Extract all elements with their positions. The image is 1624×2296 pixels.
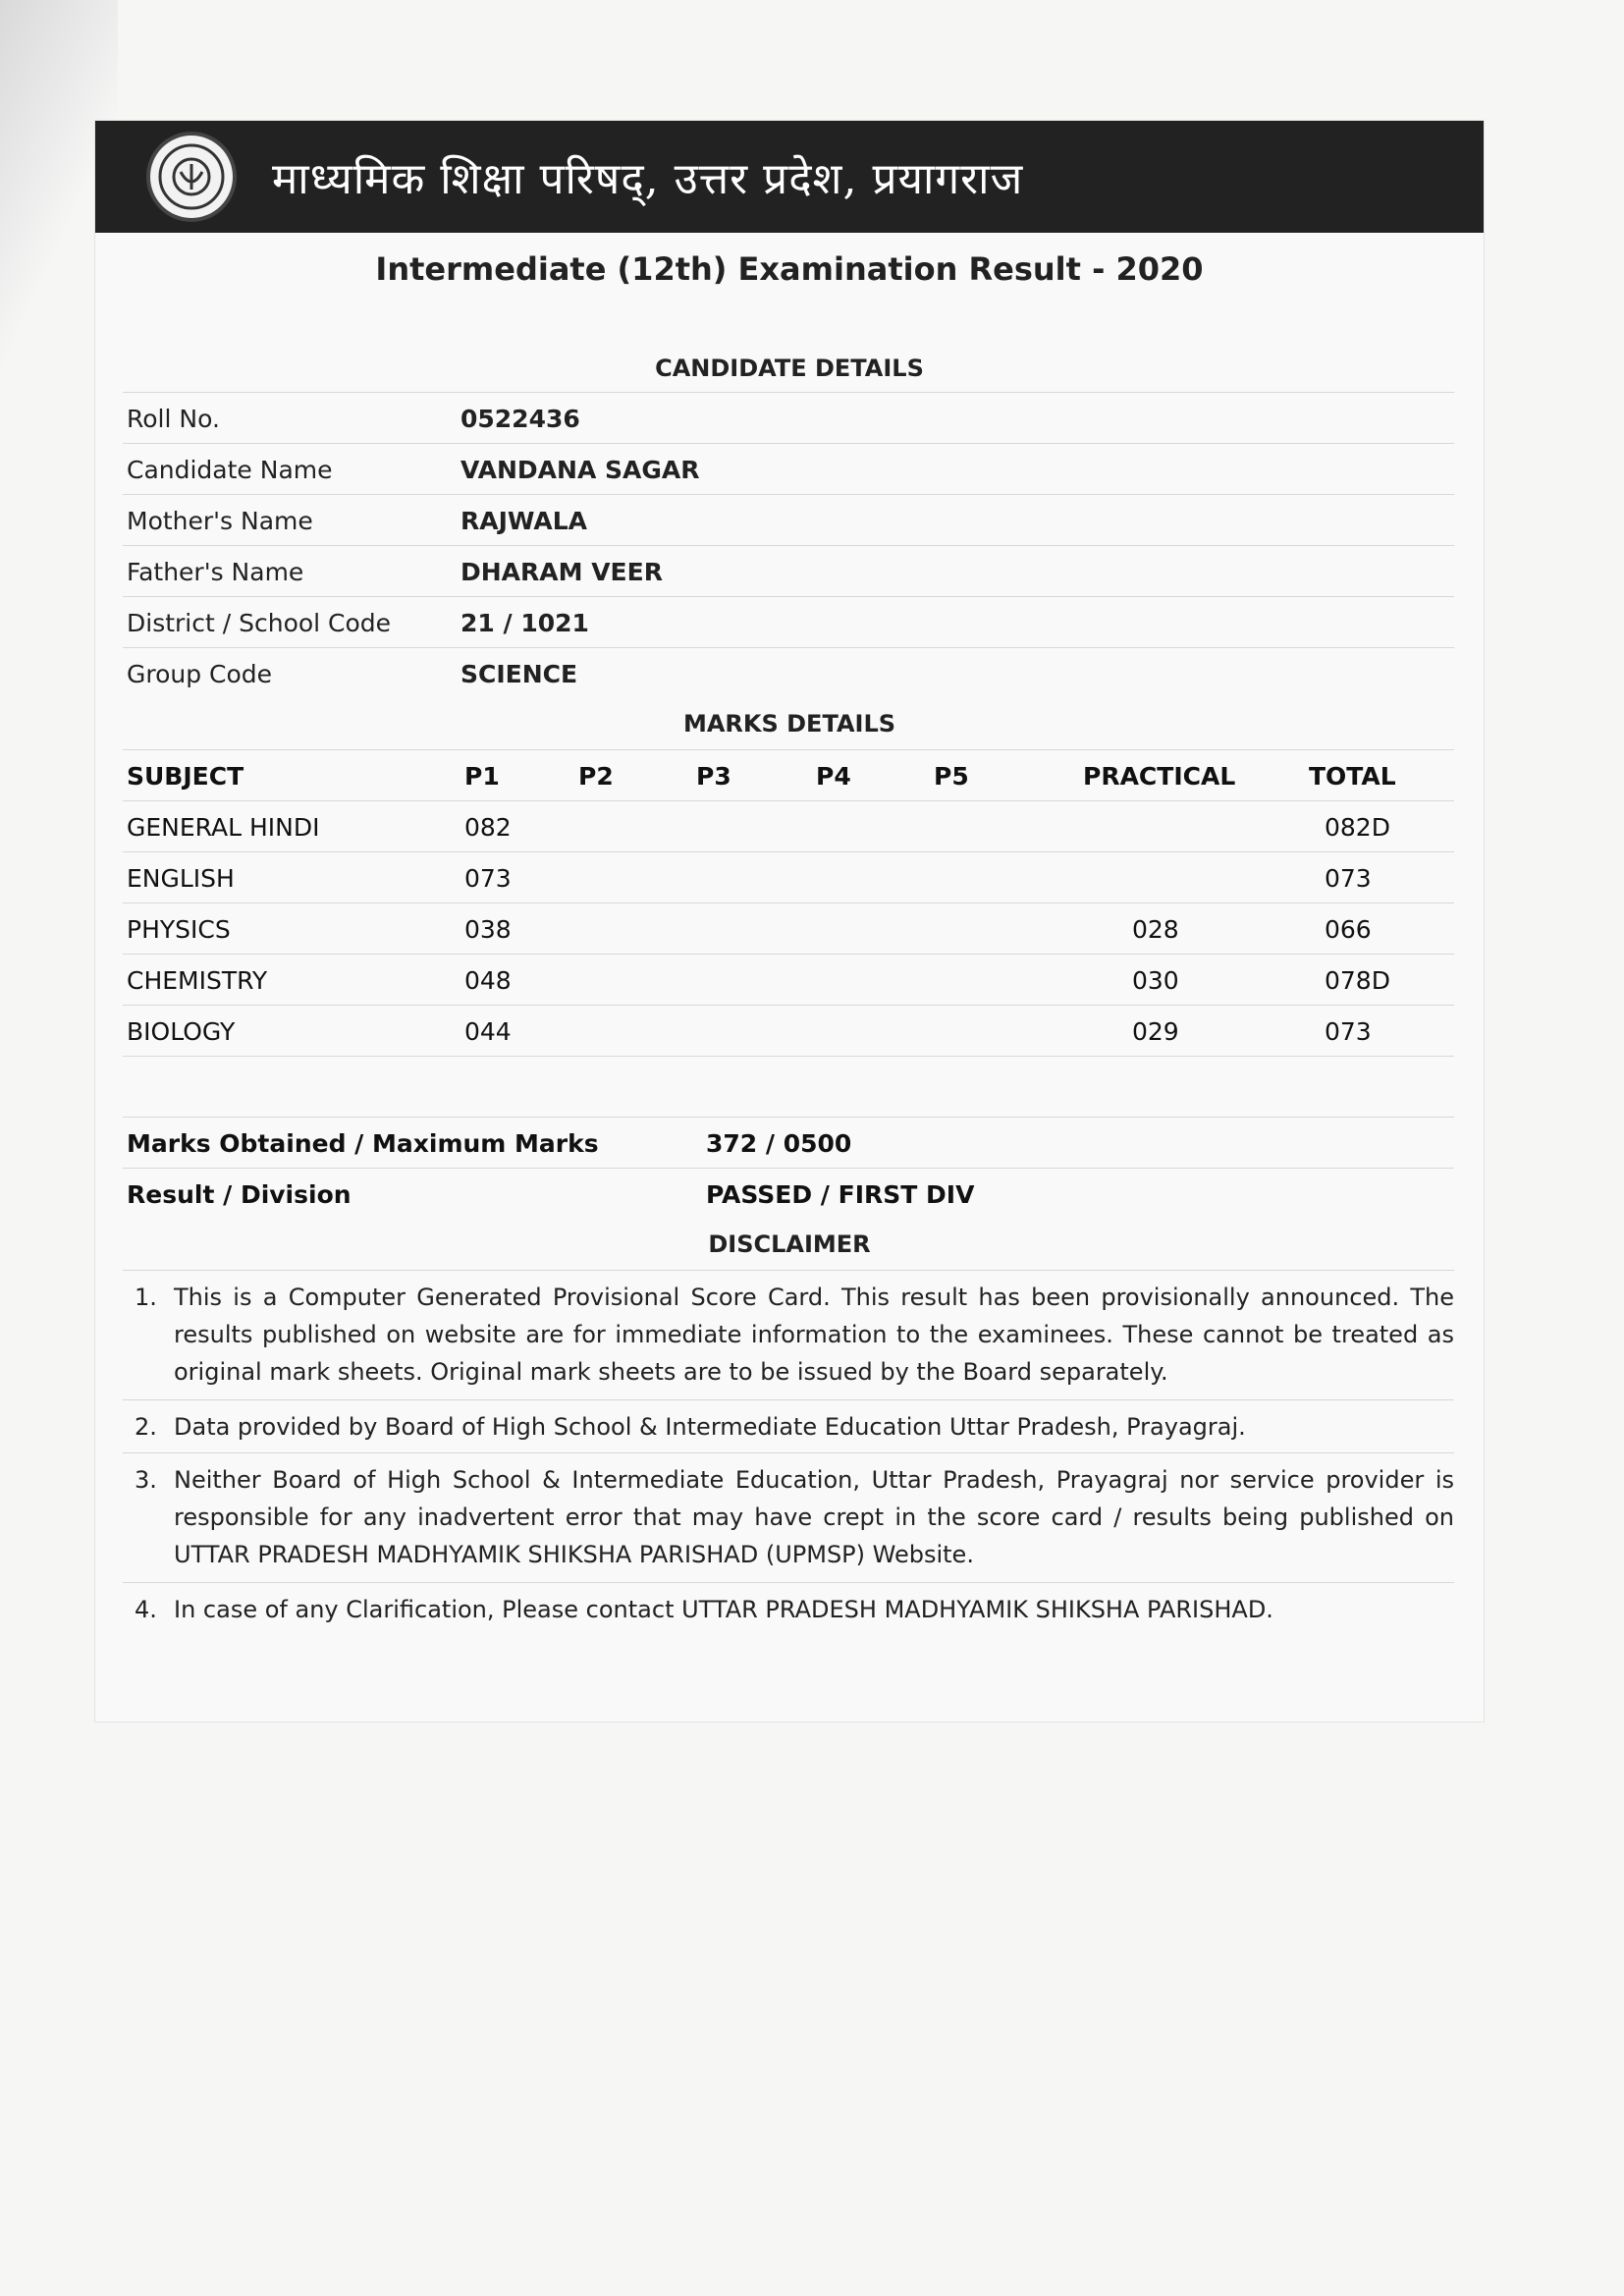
p1-cell: 082 <box>464 813 512 842</box>
disclaimer-text: Neither Board of High School & Intermediate Education, Uttar Pradesh, Prayagraj nor service provider is responsible for any inadvertent error that may have crept in the score card / results being published on UTTAR PRADESH MADHYAMIK SHIKSHA PARISHAD (UPMSP) Website. <box>174 1466 1454 1568</box>
detail-value: RAJWALA <box>460 507 587 535</box>
total-cell: 073 <box>1325 1017 1372 1046</box>
result-division-row <box>123 1168 1454 1220</box>
detail-value: 0522436 <box>460 405 580 433</box>
p1-cell: 048 <box>464 966 512 995</box>
detail-row-mother-name <box>123 494 1454 546</box>
disclaimer-item <box>123 1452 1454 1581</box>
disclaimer-number: 4. <box>135 1596 157 1623</box>
column-header: P2 <box>578 762 614 791</box>
total-cell: 078D <box>1325 966 1390 995</box>
detail-label: Roll No. <box>127 405 220 433</box>
disclaimer-item <box>123 1582 1454 1636</box>
table-row <box>123 954 1454 1006</box>
disclaimer-number: 3. <box>135 1466 157 1494</box>
marks-table-header <box>123 749 1454 801</box>
detail-row-roll <box>123 392 1454 444</box>
board-title: माध्यमिक शिक्षा परिषद्, उत्तर प्रदेश, प्रयागराज <box>272 154 1024 204</box>
column-header: P1 <box>464 762 500 791</box>
p1-cell: 044 <box>464 1017 512 1046</box>
detail-value: 21 / 1021 <box>460 609 589 637</box>
subject-cell: ENGLISH <box>127 864 235 893</box>
subject-cell: GENERAL HINDI <box>127 813 320 842</box>
disclaimer-number: 1. <box>135 1284 157 1311</box>
table-divider <box>123 1056 1454 1070</box>
candidate-details-heading: CANDIDATE DETAILS <box>655 355 924 382</box>
detail-label: Candidate Name <box>127 456 333 484</box>
total-cell: 073 <box>1325 864 1372 893</box>
disclaimer-item <box>123 1270 1454 1398</box>
marks-obtained-value: 372 / 0500 <box>706 1129 852 1158</box>
exam-title: Intermediate (12th) Examination Result - 2020 <box>375 250 1204 288</box>
result-document <box>94 120 1485 1722</box>
detail-row-group-code <box>123 647 1454 699</box>
practical-cell: 028 <box>1132 915 1179 944</box>
detail-label: Father's Name <box>127 558 304 586</box>
p1-cell: 038 <box>464 915 512 944</box>
table-row <box>123 1005 1454 1057</box>
disclaimer-text: This is a Computer Generated Provisional Score Card. This result has been provisionally announced. The results published on website are for immediate information to the examinees. These cannot be treated as original mark sheets. Original mark sheets are to be issued by the Board separately. <box>174 1284 1454 1386</box>
detail-row-district-school <box>123 596 1454 648</box>
table-row <box>123 902 1454 955</box>
disclaimer-heading: DISCLAIMER <box>708 1230 871 1258</box>
p1-cell: 073 <box>464 864 512 893</box>
marks-details-heading: MARKS DETAILS <box>682 710 896 738</box>
practical-cell: 030 <box>1132 966 1179 995</box>
detail-label: Mother's Name <box>127 507 313 535</box>
subject-cell: BIOLOGY <box>127 1017 236 1046</box>
disclaimer-number: 2. <box>135 1413 157 1441</box>
column-header: P4 <box>816 762 851 791</box>
marks-obtained-label: Marks Obtained / Maximum Marks <box>127 1129 599 1158</box>
detail-row-candidate-name <box>123 443 1454 495</box>
detail-label: District / School Code <box>127 609 392 637</box>
detail-row-father-name <box>123 545 1454 597</box>
detail-label: Group Code <box>127 660 273 688</box>
header-band <box>95 121 1484 233</box>
upmsp-emblem-icon <box>146 132 237 222</box>
column-header: SUBJECT <box>127 762 244 791</box>
disclaimer-text: Data provided by Board of High School & Intermediate Education Uttar Pradesh, Prayagraj. <box>174 1413 1246 1441</box>
disclaimer-text: In case of any Clarification, Please contact UTTAR PRADESH MADHYAMIK SHIKSHA PARISHAD. <box>174 1596 1273 1623</box>
subject-cell: PHYSICS <box>127 915 231 944</box>
detail-value: SCIENCE <box>460 660 578 688</box>
table-row <box>123 800 1454 852</box>
disclaimer-item <box>123 1399 1454 1453</box>
detail-value: DHARAM VEER <box>460 558 663 586</box>
table-row <box>123 851 1454 903</box>
column-header: PRACTICAL <box>1083 762 1236 791</box>
marks-obtained-row <box>123 1117 1454 1169</box>
practical-cell: 029 <box>1132 1017 1179 1046</box>
subject-cell: CHEMISTRY <box>127 966 268 995</box>
column-header: P3 <box>696 762 731 791</box>
total-cell: 066 <box>1325 915 1372 944</box>
detail-value: VANDANA SAGAR <box>460 456 700 484</box>
column-header: P5 <box>934 762 969 791</box>
result-division-value: PASSED / FIRST DIV <box>706 1180 975 1209</box>
total-cell: 082D <box>1325 813 1390 842</box>
result-division-label: Result / Division <box>127 1180 352 1209</box>
column-header: TOTAL <box>1309 762 1396 791</box>
